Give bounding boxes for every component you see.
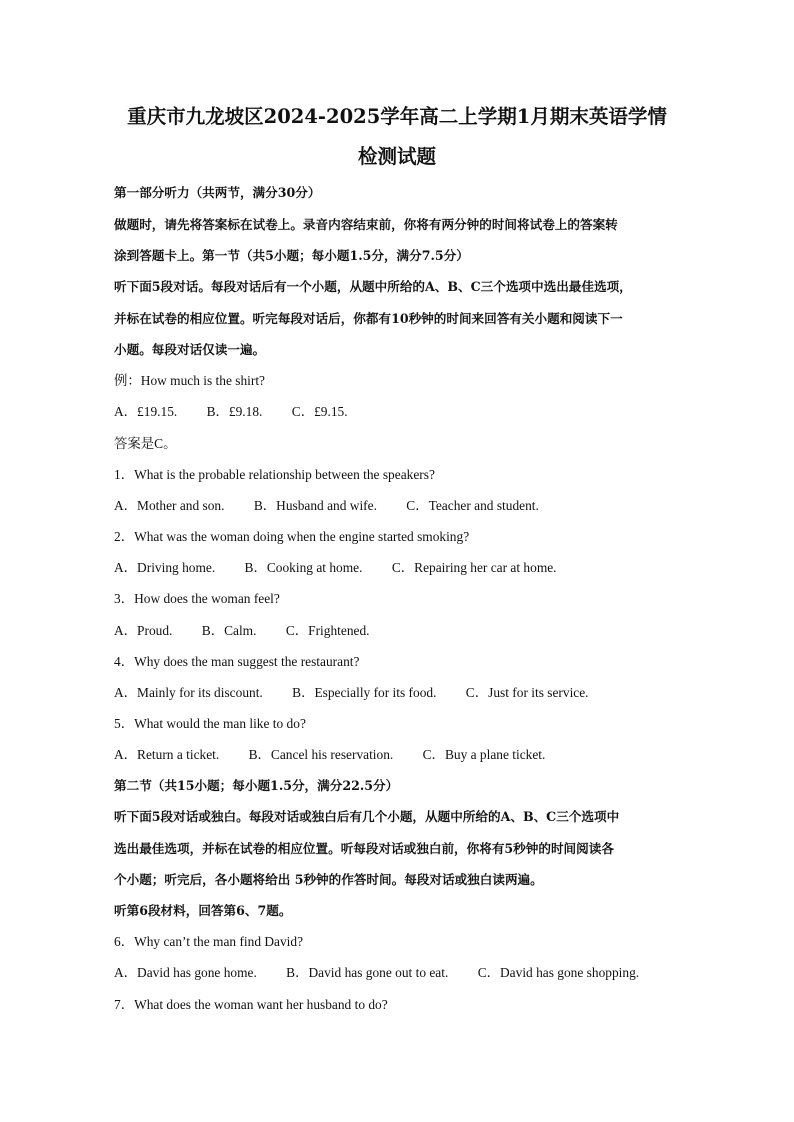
section2-instructions: 听下面5段对话或独白。每段对话或独白后有几个小题，从题中所给的A、B、C三个选项中	[114, 809, 620, 824]
question-options	[114, 497, 539, 515]
option-a: A．Mainly for its discount.	[114, 685, 263, 700]
option-a: A．David has gone home.	[114, 965, 257, 980]
option-c: C．Repairing her car at home.	[391, 560, 557, 575]
section1-instructions: 并标在试卷的相应位置。听完每段对话后，你都有10秒钟的时间来回答有关小题和阅读下一	[114, 311, 623, 326]
question-options	[114, 684, 589, 702]
example-question: 例：How much is the shirt?	[114, 373, 265, 388]
instructions-line: 做题时，请先将答案标在试卷上。录音内容结束前，你将有两分钟的时间将试卷上的答案转	[114, 217, 618, 232]
part1-heading: 第一部分听力（共两节，满分30分）	[114, 185, 321, 200]
option-c: C．Just for its service.	[465, 685, 589, 700]
page-title: 重庆市九龙坡区2024-2025学年高二上学期1月期末英语学情	[127, 105, 667, 128]
question-options	[114, 622, 370, 640]
option-b: B．Cooking at home.	[244, 560, 363, 575]
option-b: B．Especially for its food.	[292, 685, 437, 700]
question-stem: 3．How does the woman feel?	[114, 591, 280, 606]
question-options	[114, 559, 557, 577]
section1-instructions: 听下面5段对话。每段对话后有一个小题，从题中所给的A、B、C三个选项中选出最佳选项，	[114, 279, 632, 294]
option-c: C．David has gone shopping.	[477, 965, 640, 980]
section2-instructions: 选出最佳选项，并标在试卷的相应位置。听每段对话或独白前，你将有5秒钟的时间阅读各	[114, 841, 614, 856]
option-b: B．David has gone out to eat.	[286, 965, 449, 980]
option-b: B．Calm.	[201, 623, 257, 638]
material6-heading: 听第6段材料，回答第6、7题。	[114, 903, 292, 918]
question-stem: 5．What would the man like to do?	[114, 716, 306, 731]
example-answer: 答案是C。	[114, 436, 177, 451]
question-stem: 6．Why can’t the man find David?	[114, 934, 304, 949]
option-a: A．Driving home.	[114, 560, 216, 575]
question-options	[114, 964, 639, 982]
option-a: A．Return a ticket.	[114, 747, 220, 762]
instructions-line: 涂到答题卡上。第一节（共5小题；每小题1.5分，满分7.5分）	[114, 248, 469, 263]
question-stem: 1．What is the probable relationship between the speakers?	[114, 467, 435, 482]
question-stem: 4．Why does the man suggest the restaurant?	[114, 654, 360, 669]
option-c: C．Teacher and student.	[406, 498, 539, 513]
option-b: B．£9.18.	[206, 404, 263, 419]
section2-instructions: 个小题；听完后，各小题将给出 5秒钟的作答时间。每段对话或独白读两遍。	[114, 872, 543, 887]
option-a: A．£19.15.	[114, 404, 178, 419]
option-b: B．Husband and wife.	[253, 498, 377, 513]
option-c: C．Frightened.	[285, 623, 370, 638]
option-b: B．Cancel his reservation.	[248, 747, 394, 762]
option-a: A．Proud.	[114, 623, 173, 638]
question-options	[114, 746, 545, 764]
question-stem: 7．What does the woman want her husband to do?	[114, 997, 388, 1012]
question-stem: 2．What was the woman doing when the engine started smoking?	[114, 529, 470, 544]
section1-instructions: 小题。每段对话仅读一遍。	[114, 342, 266, 357]
option-c: C．£9.15.	[291, 404, 348, 419]
section2-heading: 第二节（共15小题；每小题1.5分，满分22.5分）	[114, 778, 399, 793]
option-c: C．Buy a plane ticket.	[422, 747, 546, 762]
example-options	[114, 403, 348, 421]
page-title-continued: 检测试题	[357, 145, 436, 168]
option-a: A．Mother and son.	[114, 498, 225, 513]
